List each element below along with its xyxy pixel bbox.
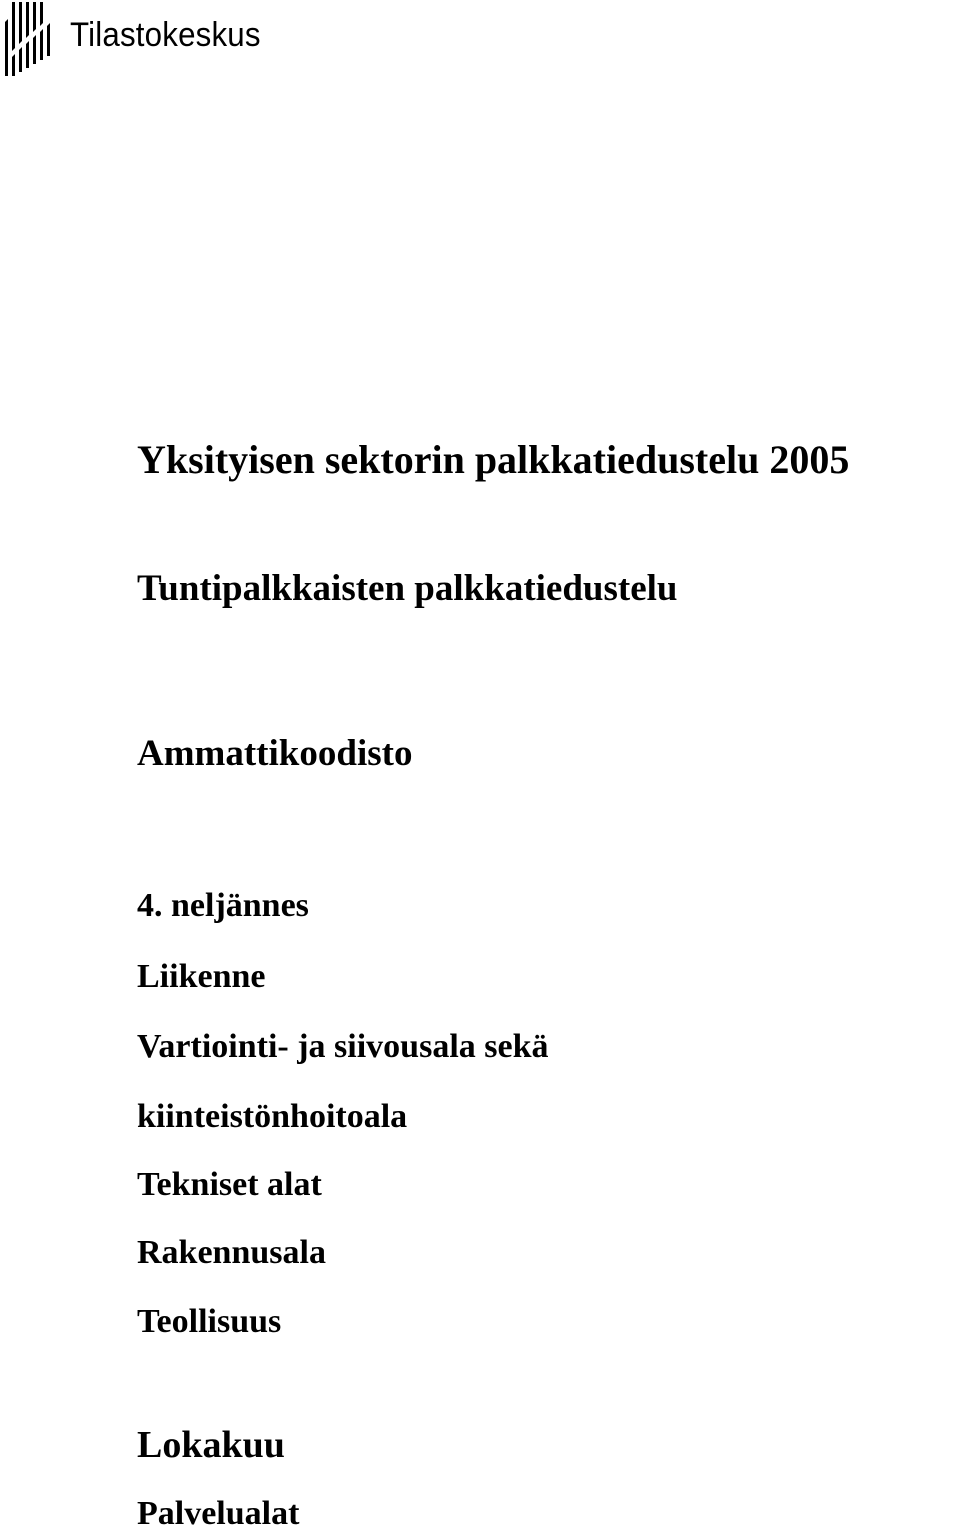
industry-item: Teollisuus <box>137 1303 282 1340</box>
logo-text: Tilastokeskus <box>70 16 261 54</box>
month-label: Lokakuu <box>137 1424 285 1466</box>
industry-item: Vartiointi- ja siivousala sekä <box>137 1028 549 1065</box>
statistics-finland-logo-icon <box>2 2 54 76</box>
section-heading: Ammattikoodisto <box>137 733 413 774</box>
industry-item: Rakennusala <box>137 1234 326 1271</box>
document-subtitle: Tuntipalkkaisten palkkatiedustelu <box>137 568 678 609</box>
industry-item: kiinteistönhoitoala <box>137 1098 408 1135</box>
quarter-label: 4. neljännes <box>137 887 309 924</box>
industry-item: Liikenne <box>137 958 266 995</box>
month-industry-item: Palvelualat <box>137 1495 300 1532</box>
industry-item: Tekniset alat <box>137 1166 322 1203</box>
document-title: Yksityisen sektorin palkkatiedustelu 2005 <box>137 437 850 482</box>
organization-logo <box>0 0 330 80</box>
